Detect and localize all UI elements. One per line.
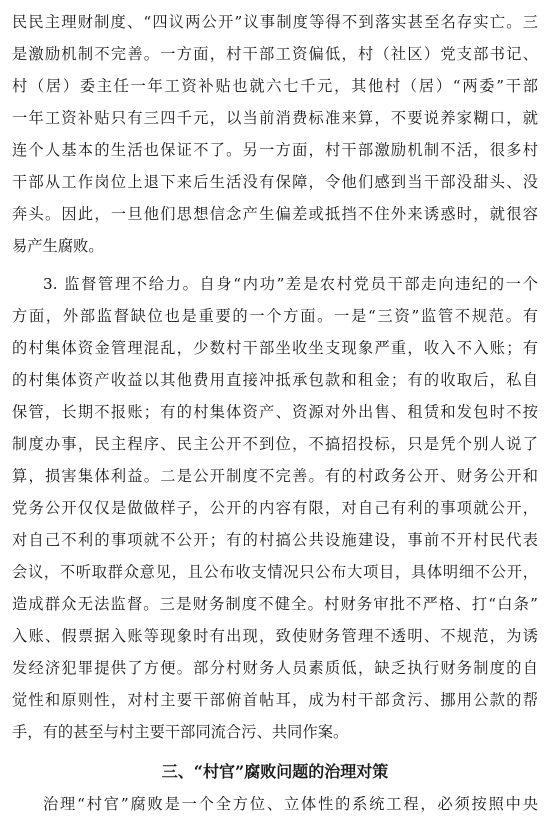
text-line: 发经济犯罪提供了方便。部分村财务人员素质低，缺乏执行财务制度的自 <box>12 659 538 677</box>
text-line: 一年工资补贴只有三四千元，以当前消费标准来算，不要说养家糊口，就 <box>12 109 538 127</box>
text-line: 是激励机制不完善。一方面，村干部工资偏低，村（社区）党支部书记、 <box>12 45 538 63</box>
text-line: 连个人基本的生活也保证不了。另一方面，村干部激励机制不活，很多村 <box>12 141 538 159</box>
text-line: 制度办事，民主程序、民主公开不到位，不搞招投标，只是凭个别人说了 <box>12 435 538 453</box>
text-line: 算，损害集体利益。二是公开制度不完善。有的村政务公开、财务公开和 <box>12 467 538 485</box>
paragraph-incentive-mechanism <box>12 6 538 262</box>
text-line: 造成群众无法监督。三是财务制度不健全。村财务审批不严格、打“白条” <box>12 595 538 613</box>
section-heading: 三、“村官”腐败问题的治理对策 <box>161 762 389 781</box>
text-line: 方面，外部监督缺位也是重要的一个方面。一是“三资”监管不规范。有 <box>12 307 538 325</box>
text-line: 3. 监督管理不给力。自身“内功”差是农村党员干部走向违纪的一个 <box>43 275 538 293</box>
text-line: 手，有的甚至与村主要干部同流合污、共同作案。 <box>12 723 349 741</box>
text-line: 对自己不利的事项就不公开；有的村搞公共设施建设，事前不开村民代表 <box>12 531 538 549</box>
text-line: 奔头。因此，一旦他们思想信念产生偏差或抵挡不住外来诱惑时，就很容 <box>12 205 538 223</box>
text-line: 治理“村官”腐败是一个全方位、立体性的系统工程，必须按照中央 <box>43 795 538 813</box>
text-line: 干部从工作岗位上退下来后生活没有保障，令他们感到当干部没甜头、没 <box>12 173 538 191</box>
text-line: 觉性和原则性，对村主要干部俯首帖耳，成为村干部贪污、挪用公款的帮 <box>12 691 538 709</box>
text-line: 的村集体资金管理混乱，少数村干部坐收坐支现象严重，收入不入账；有 <box>12 339 538 357</box>
text-line: 保管，长期不报账；有的村集体资产、资源对外出售、租赁和发包时不按 <box>12 403 538 421</box>
text-line: 入账、假票据入账等现象时有出现，致使财务管理不透明、不规范，为诱 <box>12 627 538 645</box>
text-line: 民民主理财制度、“四议两公开”议事制度等得不到落实甚至名存实亡。三 <box>12 13 538 31</box>
paragraph-countermeasures <box>12 788 538 820</box>
text-line: 党务公开仅仅是做做样子，公开的内容有限，对自己有利的事项就公开， <box>12 499 538 517</box>
text-line: 会议，不听取群众意见，且公布收支情况只公布大项目，具体明细不公开， <box>12 563 538 581</box>
text-line: 易产生腐败。 <box>12 237 104 255</box>
text-line: 的村集体资产收益以其他费用直接冲抵承包款和租金；有的收取后，私自 <box>12 371 538 389</box>
text-line: 村（居）委主任一年工资补贴也就六七千元，其他村（居）“两委”干部 <box>12 77 538 95</box>
paragraph-supervision <box>12 268 538 748</box>
